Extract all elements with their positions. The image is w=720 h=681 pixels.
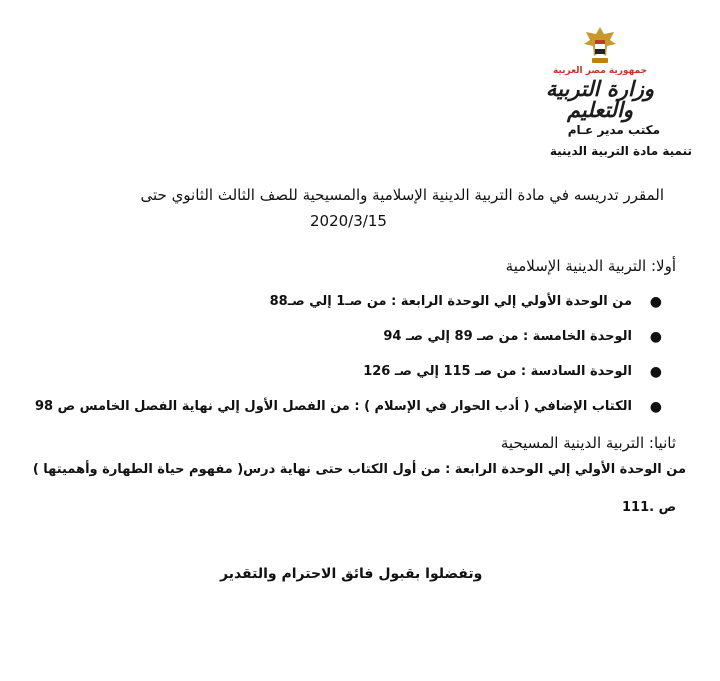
- list-item: [12, 327, 662, 362]
- list-item-text: من الوحدة الأولي إلي الوحدة الرابعة : من صـ1 إلي صـ88: [269, 294, 632, 309]
- ministry-header: [530, 24, 670, 120]
- closing-line: وتفضلوا بقبول فائق الاحترام والتقدير: [220, 566, 483, 582]
- christian-section-text: من الوحدة الأولي إلي الوحدة الرابعة : من أول الكتاب حتى نهاية درس( مفهوم حياة الطهارة وأهميتها ): [32, 462, 686, 477]
- office-department: تنمية مادة التربية الدينية: [549, 144, 692, 158]
- bullet-icon: ●: [649, 329, 662, 345]
- islamic-items-list: [12, 292, 660, 432]
- list-item-text: الوحدة الخامسة : من صـ 89 إلي صـ 94: [383, 329, 632, 344]
- list-item: [12, 292, 662, 327]
- list-item: [12, 397, 662, 432]
- bullet-icon: ●: [649, 399, 662, 415]
- document-date: 2020/3/15: [310, 212, 387, 230]
- office-title: مكتب مدير عـام: [567, 123, 660, 137]
- bullet-icon: ●: [649, 364, 662, 380]
- eagle-emblem-icon: [583, 24, 617, 68]
- document-title: المقرر تدريسه في مادة التربية الدينية الإسلامية والمسيحية للصف الثالث الثانوي حتى: [140, 186, 664, 204]
- bullet-icon: ●: [649, 294, 662, 310]
- christian-section-heading: ثانيا: التربية الدينية المسيحية: [500, 434, 676, 452]
- islamic-section-heading: أولا: التربية الدينية الإسلامية: [505, 257, 676, 275]
- country-name: جمهورية مصر العربية: [552, 66, 648, 76]
- list-item: [12, 362, 662, 397]
- list-item-text: الكتاب الإضافي ( أدب الحوار في الإسلام ) : من الفصل الأول إلي نهاية الفصل الخامس ص 98: [34, 399, 632, 414]
- ministry-name: وزارة التربية والتعليم: [545, 76, 655, 122]
- list-item-text: الوحدة السادسة : من صـ 115 إلي صـ 126: [363, 364, 632, 379]
- christian-page-ref: ص .111: [622, 500, 677, 515]
